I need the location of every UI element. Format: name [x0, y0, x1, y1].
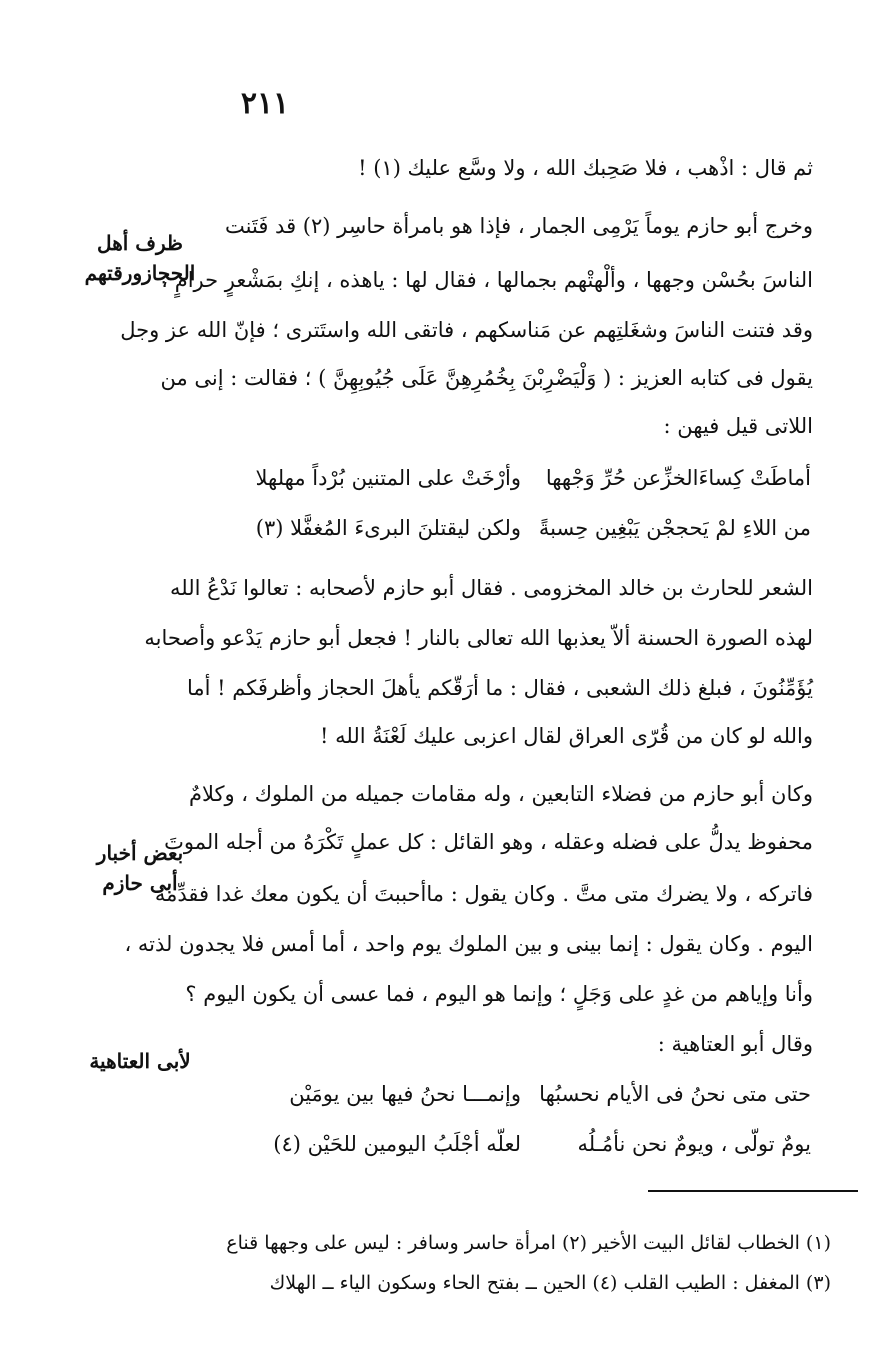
margin-note-abu-hazim-line2: أبى حازم [102, 871, 178, 895]
verse-hemistich: لعلّه أجْلَبُ اليومين للحَيْن (٤) [273, 1132, 521, 1156]
text-line: فاتركه ، ولا يضرك متى متَّ . وكان يقول : ماأحببتَ أن يكون معك غدا فقدِّمه [154, 882, 813, 906]
margin-note-abu-al-atahiya-text: لأبى العتاهية [89, 1049, 191, 1073]
footnote-line: (١) الخطاب لقائل البيت الأخير (٢) امرأة حاسر وسافر : ليس على وجهها قناع [226, 1232, 831, 1254]
text-line: ثم قال : اذْهب ، فلا صَحِبك الله ، ولا وسَّع عليك (١) ! [358, 156, 813, 180]
text-line: الناسَ بحُسْن وجهها ، وألْهتْهم بجمالها ، فقال لها : ياهذه ، إنكِ بمَشْعرٍ حرامٍ ، [161, 268, 813, 292]
margin-note-hijaz-line1: ظرف أهل [97, 231, 183, 255]
margin-note-hijaz-line2: الحجازورقتهم [84, 261, 196, 285]
text-line: محفوظ يدلُّ على فضله وعقله ، وهو القائل : كل عملٍ تَكْرَهُ من أجله الموتَ [164, 830, 813, 854]
text-line: اليوم . وكان يقول : إنما بينى و بين الملوك يوم واحد ، أما أمس فلا يجدون لذته ، [124, 932, 813, 956]
margin-note-abu-hazim-line1: بعض أخبار [96, 841, 184, 865]
verse-hemistich: وإنمـــا نحنُ فيها بين يومَيْن [289, 1082, 521, 1106]
text-line: يُؤَمِّنُونَ ، فبلغ ذلك الشعبى ، فقال : ما أرَقّكم يأهلَ الحجاز وأظرفَكم ! أما [187, 676, 813, 700]
text-line: والله لو كان من قُرّى العراق لقال اعزبى عليك لَعْنَةُ الله ! [320, 724, 813, 748]
text-line: لهذه الصورة الحسنة ألاّ يعذبها الله تعالى بالنار ! فجعل أبو حازم يَدْعو وأصحابه [144, 626, 813, 650]
text-line: وكان أبو حازم من فضلاء التابعين ، وله مقامات جميله من الملوك ، وكلامٌ [188, 782, 813, 806]
verse-hemistich: من اللاءِ لمْ يَحججْن يَبْغِين حِسبةً [538, 516, 811, 540]
margin-note-abu-al-atahiya [75, 1046, 205, 1076]
text-line: اللاتى قيل فيهن : [663, 414, 813, 438]
verse-hemistich: وأرْخَتْ على المتنين بُرْداً مهلهلا [255, 466, 521, 490]
text-line: وأنا وإياهم من غدٍ على وَجَلٍ ؛ وإنما هو اليوم ، فما عسى أن يكون اليوم ؟ [185, 982, 813, 1006]
verse-hemistich: يومٌ تولّى ، ويومٌ نحن نأمُـلُه [577, 1132, 811, 1156]
page-number: ٢١١ [240, 86, 290, 121]
footnote-divider [648, 1190, 858, 1192]
verse-hemistich: ولكن ليقتلنَ البرىءَ المُغفَّلا (٣) [255, 516, 521, 540]
text-line: وخرج أبو حازم يوماً يَرْمِى الجمار ، فإذا هو بامرأة حاسِر (٢) قد فَتَنت [225, 214, 813, 238]
text-line: وقال أبو العتاهية : [657, 1032, 813, 1056]
verse-hemistich: حتى متى نحنُ فى الأيام نحسبُها [539, 1082, 811, 1106]
text-line: وقد فتنت الناسَ وشغَلتِهم عن مَناسكهم ، فاتقى الله واستَترى ؛ فإنّ الله عز وجل [120, 318, 813, 342]
text-line: الشعر للحارث بن خالد المخزومى . فقال أبو حازم لأصحابه : تعالوا نَدْعُ الله [169, 576, 813, 600]
footnote-line: (٣) المغفل : الطيب القلب (٤) الحين ــ بفتح الحاء وسكون الياء ــ الهلاك [269, 1272, 831, 1294]
text-line: يقول فى كتابه العزيز : ( وَلْيَضْرِبْنَ بِخُمُرِهِنَّ عَلَى جُيُوبِهِنَّ ) ؛ فقالت : إنى من [160, 366, 813, 390]
verse-hemistich: أماطَتْ كِساءَالخزِّعن حُرِّ وَجْهها [545, 466, 811, 490]
